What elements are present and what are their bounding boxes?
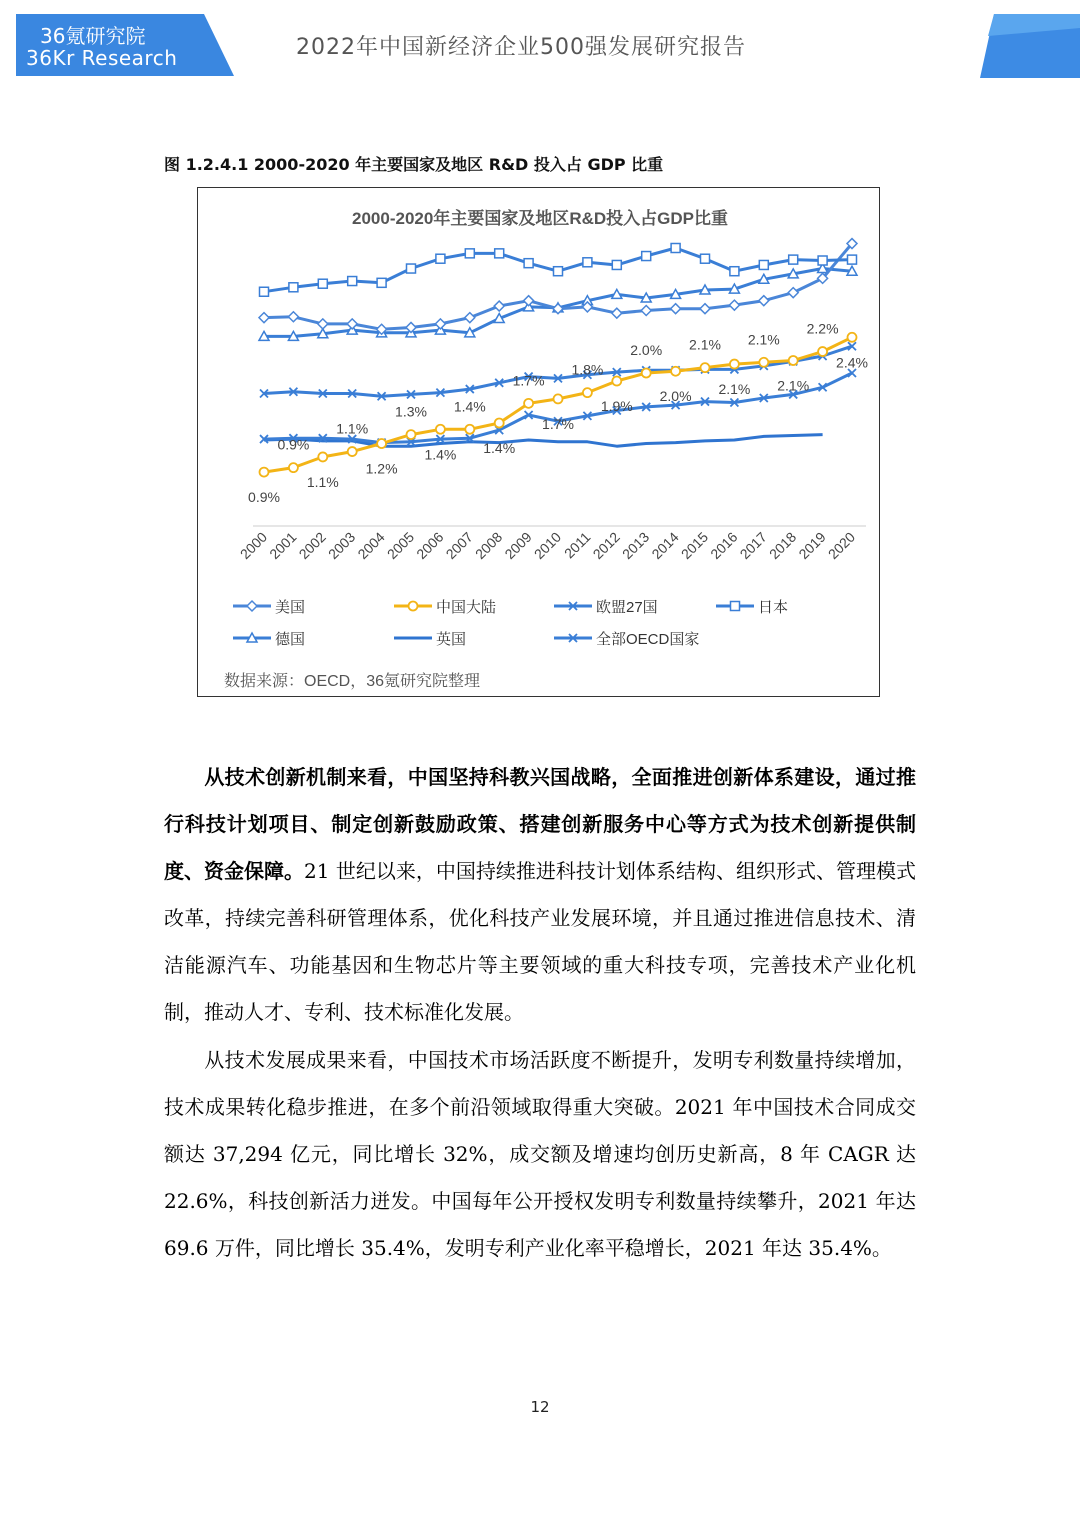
x-tick-label: 2005 <box>383 528 418 563</box>
legend-label: 美国 <box>275 599 306 616</box>
series-3-point <box>730 267 739 276</box>
series-0-point <box>406 322 416 332</box>
series-0-point <box>759 296 769 306</box>
x-tick-label: 2019 <box>795 528 829 563</box>
series-3-point <box>465 249 474 258</box>
series-0-point <box>318 319 328 329</box>
series-1-point <box>407 430 416 439</box>
series-0-point <box>288 312 298 322</box>
series-1-point <box>642 369 651 378</box>
x-tick-label: 2020 <box>824 528 859 563</box>
series-0-point <box>435 319 445 329</box>
data-label: 2.4% <box>836 354 868 371</box>
series-1-point <box>260 468 269 477</box>
series-3-point <box>554 267 563 276</box>
rd-gdp-line-chart <box>198 188 881 698</box>
data-label: 2.2% <box>806 320 839 337</box>
chart-title: 2000-2020年主要国家及地区R&D投入占GDP比重 <box>352 209 728 228</box>
x-tick-label: 2011 <box>560 528 594 562</box>
series-0-point <box>700 304 710 314</box>
series-1-point <box>759 358 768 367</box>
x-tick-label: 2009 <box>501 528 535 563</box>
x-tick-label: 2001 <box>266 528 300 563</box>
page-number: 12 <box>530 1398 550 1416</box>
data-label: 1.8% <box>571 361 604 378</box>
legend-item <box>233 631 305 648</box>
series-1-point <box>348 447 357 456</box>
data-label: 1.1% <box>306 473 339 490</box>
legend-item <box>394 630 466 648</box>
series-1-point <box>289 463 298 472</box>
plot-area <box>248 239 868 506</box>
series-1-point <box>377 439 386 448</box>
series-1-point <box>730 360 739 369</box>
series-0-point <box>729 300 739 310</box>
legend-item <box>716 599 788 616</box>
x-tick-label: 2015 <box>677 528 712 563</box>
data-label: 1.3% <box>395 403 427 420</box>
series-1-point <box>495 419 504 428</box>
chart-frame <box>197 187 880 697</box>
legend-marker <box>731 602 740 611</box>
legend-label: 德国 <box>275 631 306 648</box>
x-tick-label: 2017 <box>736 528 770 563</box>
series-1-point <box>524 399 533 408</box>
series-3-point <box>759 260 768 269</box>
data-label: 1.2% <box>365 460 398 477</box>
series-1-point <box>701 363 710 372</box>
series-3-point <box>818 256 827 265</box>
series-3-point <box>377 278 386 287</box>
paragraph-innovation-results <box>164 1037 916 1272</box>
chart-source: 数据来源：OECD，36氪研究院整理 <box>224 673 481 690</box>
legend-item <box>394 598 496 616</box>
data-label: 2.1% <box>747 331 780 348</box>
series-3-point <box>407 264 416 273</box>
x-tick-label: 2016 <box>707 528 741 563</box>
series-1-point <box>671 367 680 376</box>
series-3-point <box>612 260 621 269</box>
data-label: 2.1% <box>718 381 751 398</box>
chart-legend <box>233 598 788 648</box>
paragraph-innovation-mechanism <box>164 754 916 1036</box>
series-0-point <box>641 306 651 316</box>
data-label: 2.0% <box>659 388 692 405</box>
paragraph-body-2: 从技术发展成果来看，中国技术市场活跃度不断提升，发明专利数量持续增加，技术成果转化稳步推进，在多个前沿领域取得重大突破。2021 年中国技术合同成交额达 37,294 亿元，同比增长 32%，成交额及增速均创历史新高，8 年 CAGR 达 22.6%，科技创新活力迸发。中国每年公开授权发明专利数量持续攀升，2021 年达 69.6 万件，同比增长 35.4%，发明专利产业化率平稳增长，2021 年达 35.4%。 <box>164 1048 916 1260</box>
x-tick-label: 2012 <box>589 528 623 563</box>
series-0-point <box>788 288 798 298</box>
logo-text-en: 36Kr Research <box>26 46 178 70</box>
data-label: 2.1% <box>689 336 721 353</box>
paragraph-lead-bold: 从技术创新机制来看，中国坚持科教兴国战略，全面推进创新体系建设，通过推行科技计划项目、制定创新鼓励政策、搭建创新服务中心等方式为技术创新提供制度、资金保障。 <box>164 765 916 883</box>
series-3-point <box>289 283 298 292</box>
series-0-line <box>264 244 852 330</box>
series-3-point <box>789 255 798 264</box>
series-3-point <box>701 254 710 263</box>
legend-label: 全部OECD国家 <box>596 631 700 648</box>
series-0-point <box>465 313 475 323</box>
x-tick-label: 2000 <box>236 528 271 563</box>
paragraph-body: 21 世纪以来，中国持续推进科技计划体系结构、组织形式、管理模式改革，持续完善科研管理体系，优化科技产业发展环境，并且通过推进信息技术、清洁能源汽车、功能基因和生物芯片等主要领域的重大科技专项，完善技术产业化机制，推动人才、专利、技术标准化发展。 <box>164 859 917 1024</box>
legend-label: 英国 <box>436 631 467 648</box>
series-0-point <box>612 308 622 318</box>
series-1-point <box>318 452 327 461</box>
data-label: 1.7% <box>542 415 574 432</box>
x-tick-label: 2018 <box>765 528 800 563</box>
legend-marker <box>409 602 418 611</box>
series-0-point <box>524 296 534 306</box>
series-3-point <box>524 259 533 268</box>
series-0-point <box>259 313 269 323</box>
data-label: 1.4% <box>453 398 486 415</box>
x-tick-label: 2002 <box>295 528 329 563</box>
x-tick-label: 2007 <box>442 528 476 563</box>
data-label: 1.1% <box>336 420 369 437</box>
data-label: 1.9% <box>600 398 633 415</box>
data-label: 2.0% <box>630 342 663 358</box>
x-tick-label: 2004 <box>354 528 388 563</box>
logo-text-cn: 36氪研究院 <box>40 24 146 48</box>
series-1-point <box>612 377 621 386</box>
legend-item <box>554 631 699 648</box>
page-header <box>0 0 1080 80</box>
legend-item <box>233 599 305 616</box>
series-0-point <box>347 319 357 329</box>
x-tick-label: 2006 <box>413 528 447 563</box>
series-3-point <box>495 249 504 258</box>
series-3-point <box>583 258 592 267</box>
x-tick-label: 2008 <box>471 528 506 563</box>
series-3-point <box>260 287 269 296</box>
series-3-point <box>671 244 680 253</box>
series-3-point <box>318 279 327 288</box>
x-tick-labels <box>237 529 858 562</box>
data-label: 1.7% <box>512 372 545 389</box>
legend-label: 日本 <box>758 599 789 616</box>
x-tick-label: 2013 <box>618 528 653 563</box>
series-3-point <box>642 252 651 261</box>
data-label: 0.9% <box>248 489 280 506</box>
series-1-point <box>848 333 857 342</box>
legend-marker <box>247 601 257 611</box>
series-1-point <box>789 356 798 365</box>
series-3-point <box>848 255 857 264</box>
document-title: 2022年中国新经济企业500强发展研究报告 <box>296 35 746 60</box>
series-3-point <box>436 254 445 263</box>
data-label: 0.9% <box>277 436 310 453</box>
data-label: 2.1% <box>777 377 810 394</box>
series-1-point <box>818 347 827 356</box>
data-label: 1.4% <box>424 446 457 463</box>
series-1-point <box>554 394 563 403</box>
x-tick-label: 2014 <box>648 528 682 563</box>
legend-item <box>554 599 658 616</box>
series-3-point <box>348 277 357 286</box>
figure-caption: 图 1.2.4.1 2000-2020 年主要国家及地区 R&D 投入占 GDP 比重 <box>164 155 664 174</box>
series-0-point <box>671 304 681 314</box>
x-tick-label: 2010 <box>530 528 565 563</box>
corner-decoration <box>980 14 1080 78</box>
series-1-point <box>465 425 474 434</box>
series-2-line <box>264 346 852 396</box>
series-1-point <box>436 425 445 434</box>
data-label: 1.4% <box>483 440 516 456</box>
x-tick-label: 2003 <box>324 528 359 563</box>
series-1-point <box>583 388 592 397</box>
legend-label: 欧盟27国 <box>596 599 658 616</box>
legend-label: 中国大陆 <box>436 599 497 616</box>
series-0-point <box>494 301 504 311</box>
